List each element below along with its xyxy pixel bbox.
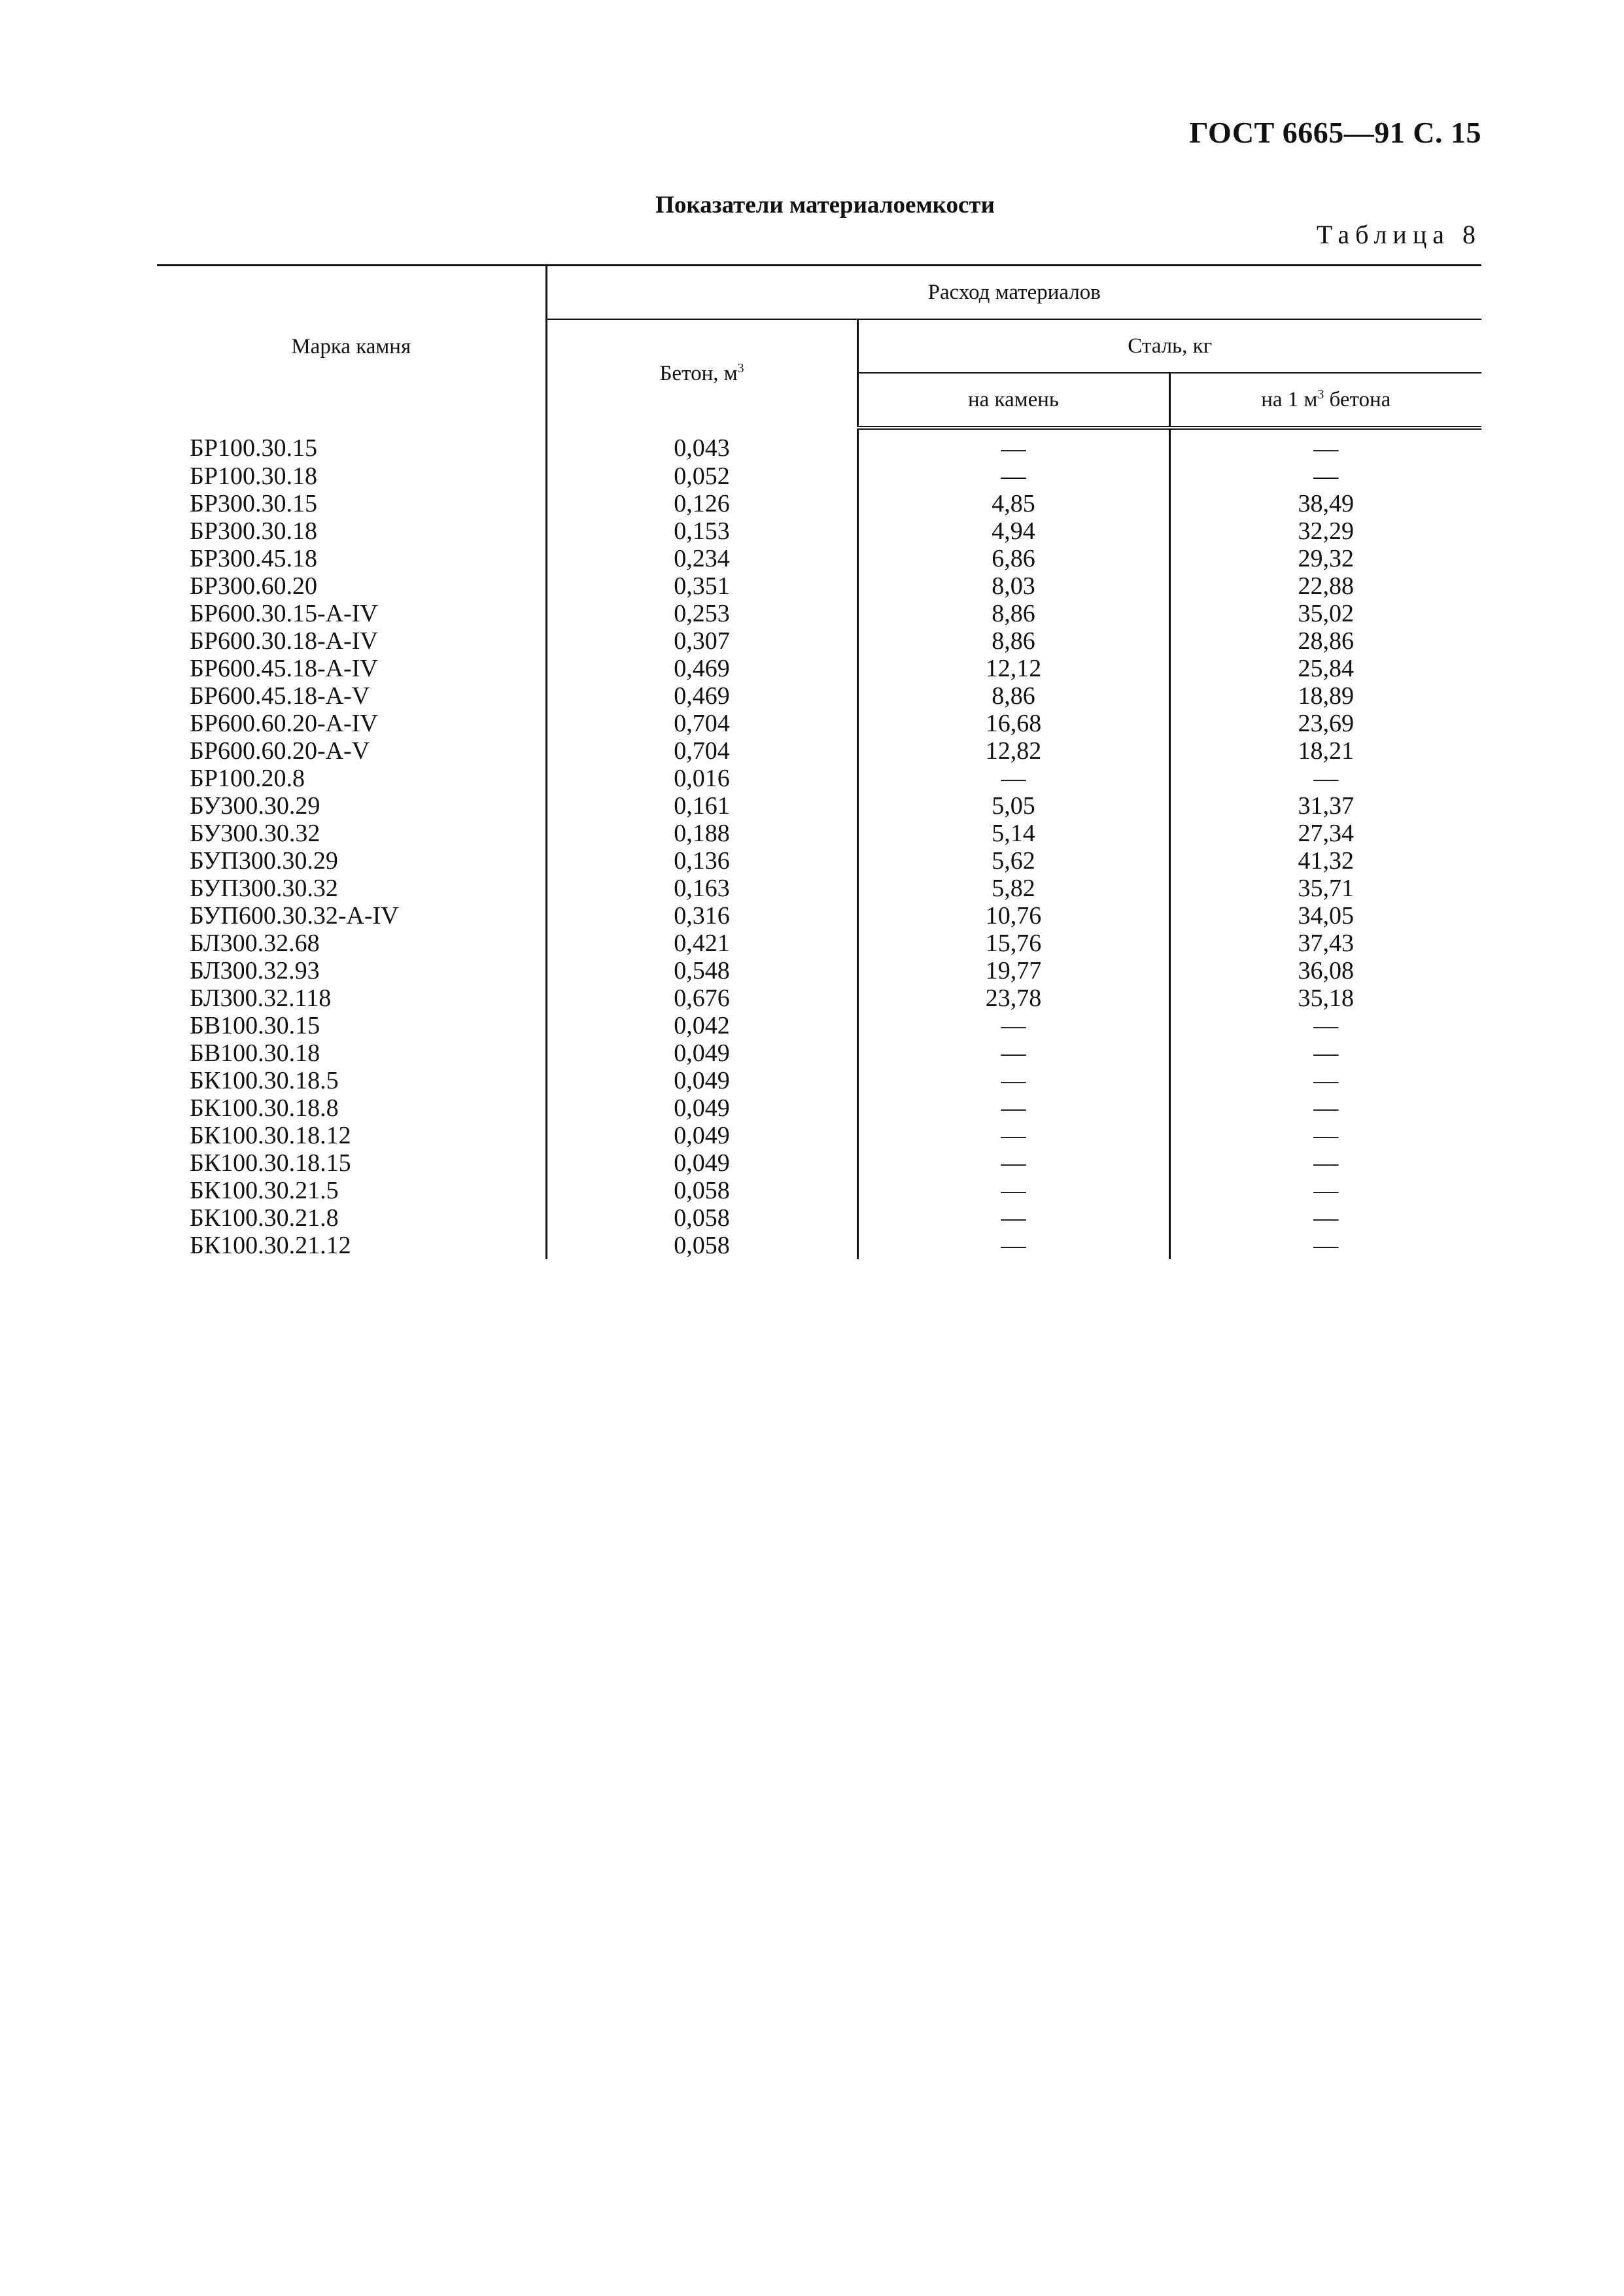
steel-per-m3-cell: 41,32: [1298, 847, 1355, 875]
concrete-cell: 0,351: [546, 572, 857, 600]
steel-per-stone-cell: 12,12: [857, 655, 1169, 682]
header-concrete-sup: 3: [737, 361, 744, 375]
header-per-m3-suffix: бетона: [1324, 387, 1391, 411]
table-row: [157, 875, 1481, 902]
steel-per-stone-cell: 8,86: [857, 682, 1169, 710]
steel-per-m3-cell: 38,49: [1298, 490, 1355, 517]
steel-per-m3-cell: 18,21: [1298, 737, 1355, 765]
table-row: [157, 1039, 1481, 1067]
steel-per-stone-cell: 15,76: [857, 930, 1169, 957]
steel-per-stone-cell: 10,76: [857, 902, 1169, 930]
table-row: [157, 600, 1481, 627]
grade-cell: БУ300.30.32: [157, 820, 546, 847]
steel-per-m3-cell: —: [1313, 462, 1339, 490]
steel-per-m3-cell: —: [1313, 1204, 1339, 1232]
table-row: [157, 1204, 1481, 1232]
material-consumption-table: [157, 264, 1481, 1259]
grade-cell: БР600.30.18-А-IV: [157, 627, 546, 655]
concrete-cell: 0,126: [546, 490, 857, 517]
steel-per-m3-cell: —: [1313, 1067, 1339, 1094]
concrete-cell: 0,049: [546, 1149, 857, 1177]
steel-per-m3-cell: 28,86: [1298, 627, 1355, 655]
steel-per-m3-cell: —: [1313, 765, 1339, 792]
table-row: [157, 545, 1481, 572]
concrete-cell: 0,469: [546, 655, 857, 682]
steel-per-m3-cell: 29,32: [1298, 545, 1355, 572]
steel-per-stone-cell: —: [857, 1122, 1169, 1149]
grade-cell: БЛ300.32.68: [157, 930, 546, 957]
concrete-cell: 0,058: [546, 1177, 857, 1204]
steel-per-m3-cell: 27,34: [1298, 820, 1355, 847]
steel-per-m3-cell: 35,02: [1298, 600, 1355, 627]
table-row: [157, 1177, 1481, 1204]
steel-per-m3-cell: 34,05: [1298, 902, 1355, 930]
steel-per-m3-cell: 36,08: [1298, 957, 1355, 984]
concrete-cell: 0,421: [546, 930, 857, 957]
steel-per-stone-cell: 12,82: [857, 737, 1169, 765]
table-row: [157, 957, 1481, 984]
header-concrete-text: Бетон, м: [659, 362, 738, 385]
grade-cell: БР100.30.15: [157, 428, 546, 462]
steel-per-stone-cell: —: [857, 1012, 1169, 1039]
table-row: [157, 710, 1481, 737]
steel-per-m3-cell: —: [1313, 1149, 1339, 1177]
steel-per-stone-cell: —: [857, 1094, 1169, 1122]
grade-cell: БВ100.30.18: [157, 1039, 546, 1067]
header-steel: Сталь, кг: [857, 319, 1481, 373]
steel-per-m3-cell: 31,37: [1298, 792, 1355, 820]
table-row: [157, 1149, 1481, 1177]
header-per-stone: на камень: [857, 373, 1169, 428]
table-row: [157, 428, 1481, 462]
table-row: [157, 627, 1481, 655]
concrete-cell: 0,676: [546, 984, 857, 1012]
grade-cell: БР600.60.20-А-IV: [157, 710, 546, 737]
concrete-cell: 0,058: [546, 1204, 857, 1232]
concrete-cell: 0,049: [546, 1067, 857, 1094]
table-row: [157, 462, 1481, 490]
table-row: [157, 847, 1481, 875]
grade-cell: БУП300.30.32: [157, 875, 546, 902]
concrete-cell: 0,188: [546, 820, 857, 847]
concrete-cell: 0,043: [546, 428, 857, 462]
grade-cell: БЛ300.32.93: [157, 957, 546, 984]
concrete-cell: 0,161: [546, 792, 857, 820]
table-row: [157, 490, 1481, 517]
steel-per-stone-cell: 4,85: [857, 490, 1169, 517]
steel-per-stone-cell: 23,78: [857, 984, 1169, 1012]
page-title: Показатели материалоемкости: [655, 192, 995, 218]
steel-per-stone-cell: —: [857, 1177, 1169, 1204]
steel-per-m3-cell: 35,71: [1298, 875, 1355, 902]
header-per-m3-sup: 3: [1317, 387, 1324, 402]
table-row: [157, 517, 1481, 545]
grade-cell: БР600.60.20-А-V: [157, 737, 546, 765]
steel-per-stone-cell: 8,03: [857, 572, 1169, 600]
steel-per-m3-cell: —: [1313, 435, 1339, 462]
concrete-cell: 0,307: [546, 627, 857, 655]
concrete-cell: 0,049: [546, 1122, 857, 1149]
concrete-cell: 0,704: [546, 710, 857, 737]
table-body: [157, 428, 1481, 1259]
concrete-cell: 0,704: [546, 737, 857, 765]
steel-per-m3-cell: 18,89: [1298, 682, 1355, 710]
table-row: [157, 984, 1481, 1012]
grade-cell: БК100.30.18.8: [157, 1094, 546, 1122]
header-grade: Марка камня: [157, 266, 546, 428]
steel-per-stone-cell: —: [857, 1204, 1169, 1232]
steel-per-stone-cell: 16,68: [857, 710, 1169, 737]
concrete-cell: 0,058: [546, 1232, 857, 1259]
steel-per-stone-cell: —: [857, 462, 1169, 490]
steel-per-stone-cell: 8,86: [857, 600, 1169, 627]
table-row: [157, 902, 1481, 930]
grade-cell: БУП300.30.29: [157, 847, 546, 875]
concrete-cell: 0,049: [546, 1039, 857, 1067]
concrete-cell: 0,136: [546, 847, 857, 875]
header-per-m3-prefix: на 1 м: [1261, 387, 1318, 411]
grade-cell: БК100.30.21.5: [157, 1177, 546, 1204]
table-label: Таблица 8: [1316, 220, 1481, 249]
concrete-cell: 0,042: [546, 1012, 857, 1039]
table-row: [157, 572, 1481, 600]
steel-per-stone-cell: —: [857, 1232, 1169, 1259]
steel-per-m3-cell: 25,84: [1298, 655, 1355, 682]
steel-per-stone-cell: 5,82: [857, 875, 1169, 902]
steel-per-m3-cell: 22,88: [1298, 572, 1355, 600]
concrete-cell: 0,153: [546, 517, 857, 545]
steel-per-m3-cell: —: [1313, 1039, 1339, 1067]
grade-cell: БК100.30.21.12: [157, 1232, 546, 1259]
grade-cell: БР300.30.15: [157, 490, 546, 517]
steel-per-m3-cell: —: [1313, 1232, 1339, 1259]
steel-per-stone-cell: —: [857, 1149, 1169, 1177]
table-row: [157, 792, 1481, 820]
steel-per-m3-cell: —: [1313, 1177, 1339, 1204]
table-row: [157, 1012, 1481, 1039]
steel-per-m3-cell: 37,43: [1298, 930, 1355, 957]
table-row: [157, 1232, 1481, 1259]
table-row: [157, 1067, 1481, 1094]
table-row: [157, 655, 1481, 682]
concrete-cell: 0,163: [546, 875, 857, 902]
table-row: [157, 1122, 1481, 1149]
grade-cell: БЛ300.32.118: [157, 984, 546, 1012]
grade-cell: БК100.30.21.8: [157, 1204, 546, 1232]
concrete-cell: 0,316: [546, 902, 857, 930]
table-row: [157, 820, 1481, 847]
grade-cell: БР600.30.15-А-IV: [157, 600, 546, 627]
steel-per-stone-cell: 4,94: [857, 517, 1169, 545]
concrete-cell: 0,052: [546, 462, 857, 490]
steel-per-stone-cell: —: [857, 1067, 1169, 1094]
steel-per-stone-cell: 6,86: [857, 545, 1169, 572]
grade-cell: БК100.30.18.12: [157, 1122, 546, 1149]
steel-per-stone-cell: —: [857, 1039, 1169, 1067]
concrete-cell: 0,049: [546, 1094, 857, 1122]
steel-per-m3-cell: —: [1313, 1122, 1339, 1149]
concrete-cell: 0,016: [546, 765, 857, 792]
steel-per-stone-cell: —: [857, 765, 1169, 792]
concrete-cell: 0,469: [546, 682, 857, 710]
grade-cell: БУ300.30.29: [157, 792, 546, 820]
grade-cell: БР100.30.18: [157, 462, 546, 490]
grade-cell: БК100.30.18.15: [157, 1149, 546, 1177]
grade-cell: БР300.45.18: [157, 545, 546, 572]
steel-per-stone-cell: —: [857, 428, 1169, 462]
table-header: [157, 266, 1481, 428]
steel-per-stone-cell: 5,62: [857, 847, 1169, 875]
steel-per-stone-cell: 5,14: [857, 820, 1169, 847]
grade-cell: БК100.30.18.5: [157, 1067, 546, 1094]
page-header: ГОСТ 6665—91 С. 15: [1189, 116, 1481, 149]
table-row: [157, 930, 1481, 957]
header-per-m3: [1169, 373, 1481, 428]
table-row: [157, 737, 1481, 765]
steel-per-stone-cell: 8,86: [857, 627, 1169, 655]
grade-cell: БР600.45.18-А-IV: [157, 655, 546, 682]
table-row: [157, 765, 1481, 792]
grade-cell: БВ100.30.15: [157, 1012, 546, 1039]
header-consumption: Расход материалов: [546, 266, 1481, 320]
steel-per-m3-cell: —: [1313, 1094, 1339, 1122]
table-row: [157, 682, 1481, 710]
steel-per-m3-cell: 32,29: [1298, 517, 1355, 545]
concrete-cell: 0,234: [546, 545, 857, 572]
grade-cell: БР600.45.18-А-V: [157, 682, 546, 710]
steel-per-stone-cell: 19,77: [857, 957, 1169, 984]
concrete-cell: 0,548: [546, 957, 857, 984]
steel-per-m3-cell: —: [1313, 1012, 1339, 1039]
header-concrete: [546, 319, 857, 428]
grade-cell: БР300.30.18: [157, 517, 546, 545]
steel-per-stone-cell: 5,05: [857, 792, 1169, 820]
grade-cell: БУП600.30.32-А-IV: [157, 902, 546, 930]
grade-cell: БР100.20.8: [157, 765, 546, 792]
steel-per-m3-cell: 35,18: [1298, 984, 1355, 1012]
table-row: [157, 1094, 1481, 1122]
concrete-cell: 0,253: [546, 600, 857, 627]
grade-cell: БР300.60.20: [157, 572, 546, 600]
steel-per-m3-cell: 23,69: [1298, 710, 1355, 737]
